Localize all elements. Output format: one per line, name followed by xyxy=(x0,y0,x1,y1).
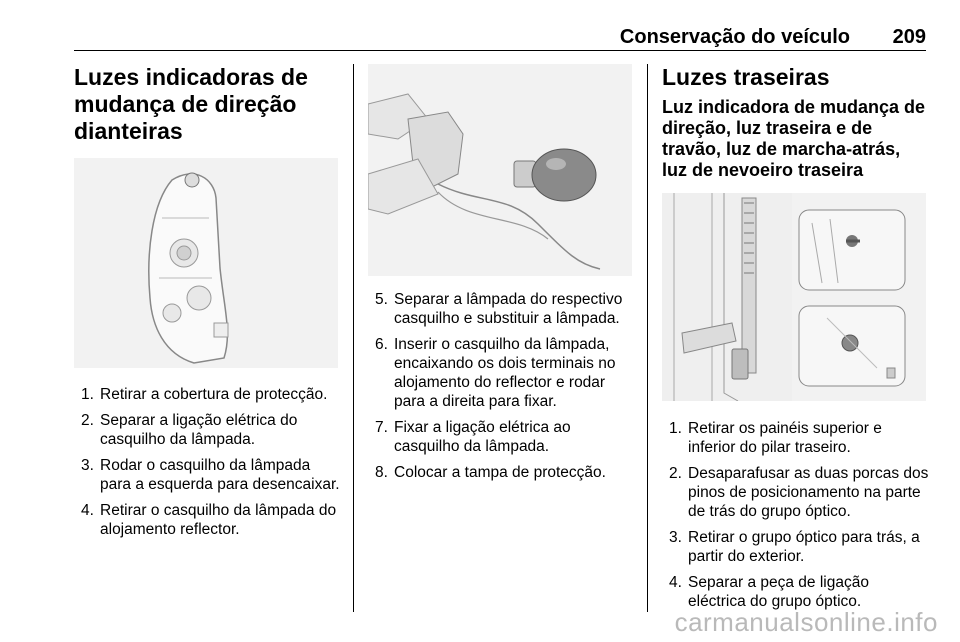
list-item xyxy=(74,411,342,449)
step-number: 8. xyxy=(375,464,388,481)
front-lamp-unit-icon xyxy=(74,158,338,368)
step-text: Retirar a cobertura de protecção. xyxy=(100,386,328,403)
column-divider-2 xyxy=(647,64,648,612)
step-text: Separar a ligação elétrica do casquilho da lâmpada. xyxy=(100,412,298,448)
step-number: 7. xyxy=(375,419,388,436)
list-item xyxy=(74,385,342,404)
step-number: 4. xyxy=(81,502,94,519)
step-number: 1. xyxy=(669,420,682,437)
rear-pillar-icon xyxy=(662,193,926,401)
section-heading-rear-lights: Luzes traseiras xyxy=(662,64,830,90)
step-number: 3. xyxy=(669,529,682,546)
list-item xyxy=(662,528,930,566)
list-item xyxy=(662,464,930,521)
section-title: Conservação do veículo xyxy=(619,26,850,48)
steps-list-front xyxy=(74,385,342,539)
page-header xyxy=(74,26,926,56)
list-item xyxy=(662,573,930,611)
step-text: Inserir o casquilho da lâmpada, encaixando os dois terminais no alojamento do reflector e rodar para a direita para fixar. xyxy=(394,336,616,410)
column-1 xyxy=(74,64,342,546)
step-text: Desaparafusar as duas porcas dos pinos de posicionamento na parte de trás do grupo óptico. xyxy=(688,465,929,520)
step-number: 3. xyxy=(81,457,94,474)
watermark: carmanualsonline.info xyxy=(674,607,938,637)
list-item xyxy=(662,419,930,457)
header-rule xyxy=(74,50,926,51)
steps-list-continued xyxy=(368,290,636,482)
figure-rear-pillar xyxy=(662,193,926,401)
step-number: 2. xyxy=(669,465,682,482)
list-item xyxy=(368,463,636,482)
column-3 xyxy=(662,64,930,618)
column-divider-1 xyxy=(353,64,354,612)
list-item xyxy=(74,456,342,494)
step-text: Retirar os painéis superior e inferior do pilar traseiro. xyxy=(688,420,882,456)
section-heading-front-indicators: Luzes indicadoras de mudança de direção dianteiras xyxy=(74,64,308,144)
list-item xyxy=(368,290,636,328)
figure-front-lamp xyxy=(74,158,338,368)
list-item xyxy=(368,335,636,411)
step-text: Colocar a tampa de protecção. xyxy=(394,464,606,481)
bulb-socket-icon xyxy=(368,64,632,276)
step-number: 2. xyxy=(81,412,94,429)
step-text: Separar a lâmpada do respectivo casquilho e substituir a lâmpada. xyxy=(394,291,623,327)
step-text: Retirar o casquilho da lâmpada do alojamento reflector. xyxy=(100,502,337,538)
list-item xyxy=(74,501,342,539)
steps-list-rear xyxy=(662,419,930,611)
step-number: 4. xyxy=(669,574,682,591)
column-2 xyxy=(368,64,636,489)
step-number: 6. xyxy=(375,336,388,353)
step-text: Separar a peça de ligação eléctrica do grupo óptico. xyxy=(688,574,869,610)
page-number: 209 xyxy=(892,26,926,48)
step-number: 5. xyxy=(375,291,388,308)
step-text: Fixar a ligação elétrica ao casquilho da lâmpada. xyxy=(394,419,571,455)
list-item xyxy=(368,418,636,456)
step-text: Retirar o grupo óptico para trás, a partir do exterior. xyxy=(688,529,920,565)
figure-bulb-socket xyxy=(368,64,632,276)
subsection-heading-rear-lamps: Luz indicadora de mudança de direção, luz traseira e de travão, luz de marcha-atrás, luz de nevoeiro traseira xyxy=(662,97,926,180)
step-number: 1. xyxy=(81,386,94,403)
step-text: Rodar o casquilho da lâmpada para a esquerda para desencaixar. xyxy=(100,457,340,493)
